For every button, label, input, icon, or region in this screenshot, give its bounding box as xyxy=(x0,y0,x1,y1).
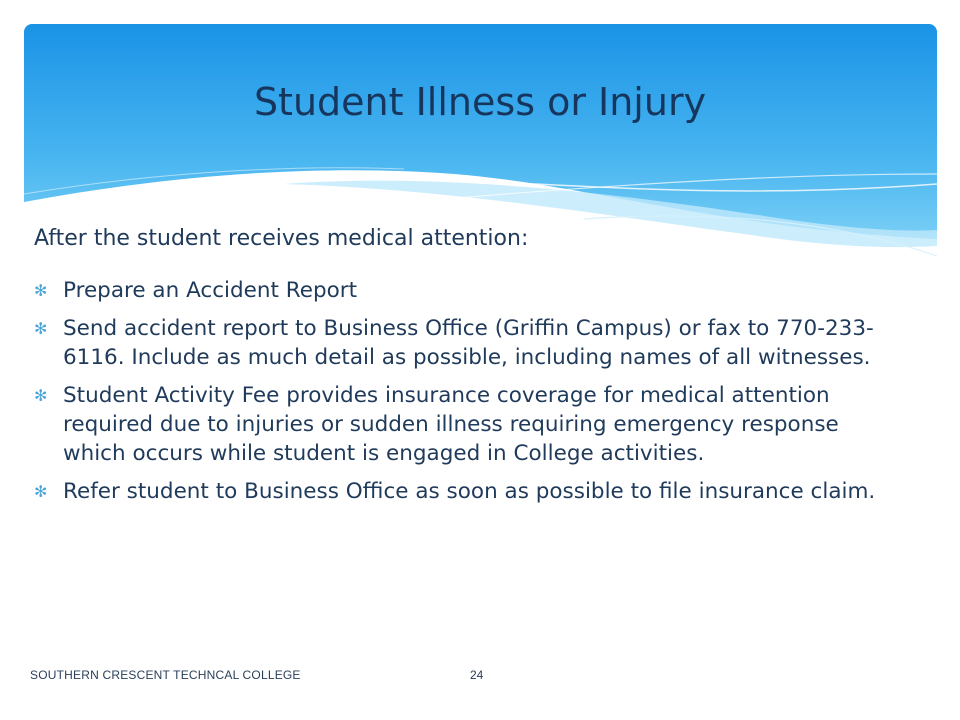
bullet-text: Student Activity Fee provides insurance coverage for medical attention required due to injuries or sudden illness requiring emergency response which occurs while student is engaged in College activities. xyxy=(63,383,839,466)
asterisk-bullet-icon: ✻ xyxy=(34,482,48,501)
bullet-item xyxy=(34,276,904,305)
slide-title: Student Illness or Injury xyxy=(253,80,707,124)
asterisk-bullet-icon: ✻ xyxy=(34,386,48,405)
asterisk-bullet-icon: ✻ xyxy=(34,319,48,338)
footer-page-number: 24 xyxy=(470,668,484,682)
bullet-text: Send accident report to Business Office (Griffin Campus) or fax to 770-233-6116. Include as much detail as possible, including names of all witnesses. xyxy=(63,316,874,370)
asterisk-bullet-icon: ✻ xyxy=(34,281,48,300)
bullet-item xyxy=(34,314,904,372)
slide-body xyxy=(34,224,904,515)
bullet-item xyxy=(34,381,904,468)
bullet-text: Refer student to Business Office as soon as possible to file insurance claim. xyxy=(63,479,876,504)
bullet-item xyxy=(34,477,904,506)
footer-organization: SOUTHERN CRESCENT TECHNCAL COLLEGE xyxy=(30,668,301,682)
bullet-text: Prepare an Accident Report xyxy=(63,278,358,303)
intro-text: After the student receives medical attention: xyxy=(34,226,529,251)
bullet-list xyxy=(34,276,904,506)
